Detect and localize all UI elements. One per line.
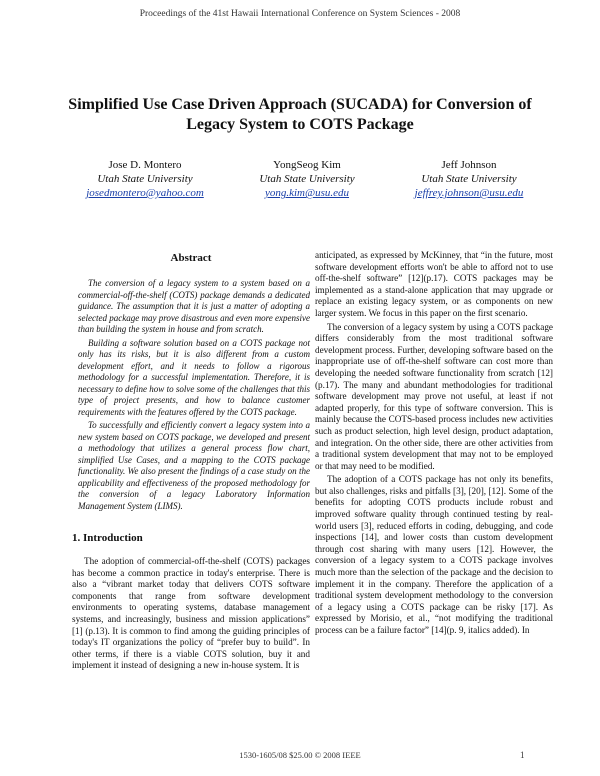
title-line-2: Legacy System to COTS Package xyxy=(186,116,414,133)
author-affiliation: Utah State University xyxy=(97,173,193,185)
body-paragraph: The adoption of a COTS package has not only its benefits, but also challenges, risks and pitfalls [3], [20], [12]. Some of the benefits for adopting COTS products include robust and improved software quality through continued testing by real-world users [3], reduced efforts in coding, debugging, and code inspections [14], and lower costs than custom development through cost sharing with many users [12]. However, the conversion of a legacy system to a COTS package involves much more than the selection of the package and the decision to implement it in the company. Therefore the application of a traditional system development methodology to the conversion of a legacy using a COTS package can be risky [17]. As expressed by Morisio, et al., “not modifying the traditional process can be a failure factor” [14](p. 9, italics added). In xyxy=(315,474,553,635)
title-line-1: Simplified Use Case Driven Approach (SUCADA) for Conversion of xyxy=(68,96,532,113)
author-name: Jose D. Montero xyxy=(108,159,182,171)
body-paragraph: The conversion of a legacy system by using a COTS package differs considerably from the most traditional software development process. Further, developing software based on the inappropriate use of off-the-shelf software can cost more than developing the needed software functionality from scratch [12] (p.17). The many and abundant methodologies for traditional software development may prove not useful, at least if not adapted properly, for this type of software conversion. This is mainly because the COTS-based process includes new activities such as product selection, high level design, product adaptation, and integration. On the other side, there are other activities from a traditional system development that may not to be employed or that may need to be modified. xyxy=(315,321,553,471)
body-paragraph: anticipated, as expressed by McKinney, that “in the future, most software development efforts won't be able to afford not to use off-the-shelf software” [12](p.17). COTS packages may be implemented as a stand-alone application that may upgrade or replace an existing legacy system, or as components on new larger system. We focus in this paper on the first scenario. xyxy=(315,250,553,318)
intro-paragraph: The adoption of commercial-off-the-shelf (COTS) packages has become a common practice in today's enterprise. There is also a “vibrant market today that delivers COTS software components that range from software development environments to operating systems, database management systems, and increasingly, business and mission applications” [1] (p.13). It is common to find among the guiding principles of today's IT organizations the policy of “prefer buy to build”. In other terms, if there is a viable COTS solution, buy it and implement it instead of designing a new in-house system. It is xyxy=(72,556,310,671)
paper-title xyxy=(40,95,560,135)
abstract-body xyxy=(78,278,310,514)
author-name: YongSeog Kim xyxy=(273,159,341,171)
author-email-link[interactable]: jeffrey.johnson@usu.edu xyxy=(414,187,524,199)
conference-header: Proceedings of the 41st Hawaii International Conference on System Sciences - 2008 xyxy=(139,9,461,19)
section-heading-introduction: 1. Introduction xyxy=(72,532,143,544)
author-block xyxy=(64,158,550,200)
right-column-body xyxy=(315,250,553,639)
author-affiliation: Utah State University xyxy=(421,173,517,185)
author-email-link[interactable]: yong.kim@usu.edu xyxy=(264,187,350,199)
author-email-link[interactable]: josedmontero@yahoo.com xyxy=(86,187,204,199)
author-name: Jeff Johnson xyxy=(441,159,497,171)
abstract-paragraph: The conversion of a legacy system to a system based on a commercial-off-the-shelf (COTS) package demands a dedicated guidance. The assumption that it is just a matter of adopting a selected package may prove disastrous and even more expensive than building the system in house and from scratch. xyxy=(78,278,310,334)
page-number: 1 xyxy=(520,750,525,760)
author-3 xyxy=(388,158,550,200)
footer-copyright: 1530-1605/08 $25.00 © 2008 IEEE xyxy=(239,750,361,760)
author-affiliation: Utah State University xyxy=(259,173,355,185)
abstract-paragraph: Building a software solution based on a COTS package not only has its risks, but it is also different from a custom development effort, and it needs to follow a rigorous methodology for a successful implementation. Therefore, it is necessary to define how to solve some of the challenges that this type of project presents, and how to balance customer requirements with the features offered by the COTS package. xyxy=(78,337,310,417)
author-2 xyxy=(226,158,388,200)
introduction-body xyxy=(72,556,310,672)
abstract-paragraph: To successfully and efficiently convert a legacy system into a new system based on COTS package, we developed and present a methodology that utilizes a general process flow chart, simplified Use Cases, and a mapping to the COTS package functionality. We also present the findings of a case study on the applicability and effectiveness of the proposed methodology for the conversion of a legacy Laboratory Information Management System (LIMS). xyxy=(78,420,310,511)
author-1 xyxy=(64,158,226,200)
abstract-heading: Abstract xyxy=(170,252,212,264)
